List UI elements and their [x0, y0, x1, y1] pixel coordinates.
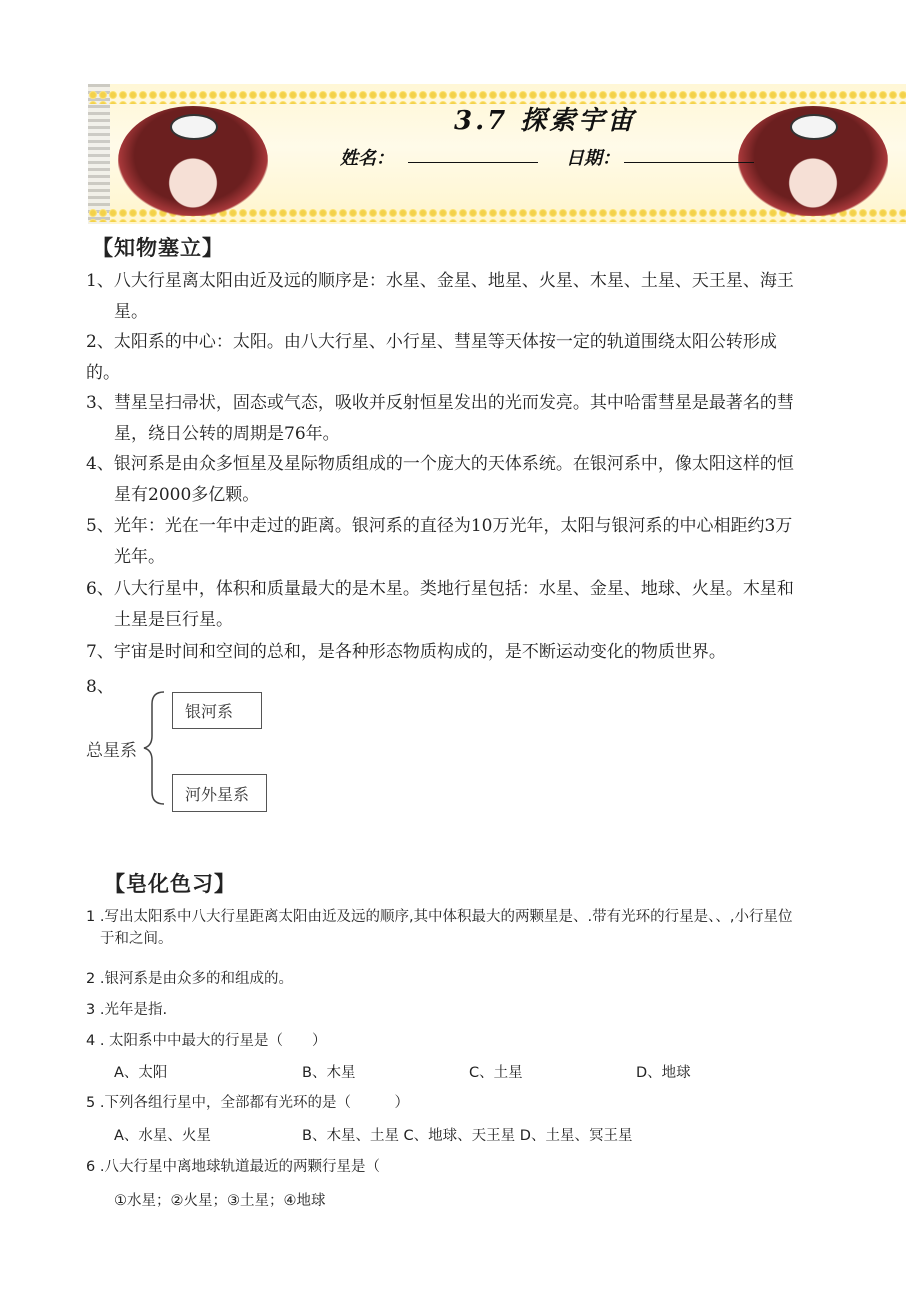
question-1: 1 .写出太阳系中八大行星距离太阳由近及远的顺序,其中体积最大的两颗星是、.带有光环的行星是、、,小行星位 于和之间。 — [86, 909, 793, 947]
knowledge-item-5: 5、光年：光在一年中走过的距离。银河系的直径为10万光年，太阳与银河系的中心相距约3万 光年。 — [86, 516, 793, 567]
date-label: 日期： — [566, 148, 620, 169]
decorative-frame — [88, 84, 110, 224]
q4-option-b[interactable]: B、木星 — [302, 1065, 356, 1081]
diagram-box-milky-way: 银河系 — [172, 692, 262, 729]
name-field[interactable] — [408, 162, 538, 163]
knowledge-item-7: 7、宇宙是时间和空间的总和，是各种形态物质构成的，是不断运动变化的物质世界。 — [86, 642, 726, 662]
date-field[interactable] — [624, 162, 754, 163]
q4-option-d[interactable]: D、地球 — [636, 1065, 691, 1081]
name-label: 姓名： — [340, 148, 394, 169]
diagram-root-label: 总星系 — [86, 741, 137, 761]
question-5: 5 .下列各组行星中，全部都有光环的是（ ） — [86, 1095, 409, 1111]
knowledge-item-6: 6、八大行星中，体积和质量最大的是木星。类地行星包括：水星、金星、地球、火星。木星和 土星是巨行星。 — [86, 579, 794, 630]
diagram-box-extragalactic: 河外星系 — [172, 774, 267, 812]
knowledge-item-8: 8、 — [86, 677, 114, 697]
page-title: 3.7 探索宇宙 — [454, 106, 637, 136]
question-4: 4 . 太阳系中中最大的行星是（ ） — [86, 1033, 327, 1049]
exercise-section-title: 【皂化色习】 — [104, 871, 236, 896]
knowledge-item-1: 1、八大行星离太阳由近及远的顺序是：水星、金星、地星、火星、木星、土星、天王星、海王 星。 — [86, 271, 794, 322]
question-2: 2 .银河系是由众多的和组成的。 — [86, 971, 293, 987]
question-3: 3 .光年是指. — [86, 1002, 168, 1018]
q4-option-a[interactable]: A、太阳 — [114, 1065, 168, 1081]
knowledge-item-4: 4、银河系是由众多恒星及星际物质组成的一个庞大的天体系统。在银河系中，像太阳这样的恒 星有2000多亿颗。 — [86, 454, 794, 505]
q5-option-bcd[interactable]: B、木星、土星 C、地球、天王星 D、土星、冥王星 — [302, 1128, 633, 1144]
knowledge-item-3: 3、彗星呈扫帚状，固态或气态，吸收并反射恒星发出的光而发亮。其中哈雷彗星是最著名的彗 星，绕日公转的周期是76年。 — [86, 393, 794, 444]
q4-option-c[interactable]: C、土星 — [469, 1065, 523, 1081]
header-banner — [88, 84, 906, 224]
question-6: 6 .八大行星中离地球轨道最近的两颗行星是（ — [86, 1159, 380, 1175]
knowledge-item-2: 2、太阳系的中心：太阳。由八大行星、小行星、彗星等天体按一定的轨道围绕太阳公转形成 的。 — [86, 332, 777, 383]
diagram-brace — [140, 690, 170, 806]
q6-options: ①水星；②火星；③土星；④地球 — [114, 1193, 326, 1209]
decorative-anime-girl-left — [118, 106, 268, 216]
q5-option-a[interactable]: A、水星、火星 — [114, 1128, 211, 1144]
decorative-anime-girl-right — [738, 106, 888, 216]
knowledge-section-title: 【知物塞立】 — [92, 235, 224, 260]
